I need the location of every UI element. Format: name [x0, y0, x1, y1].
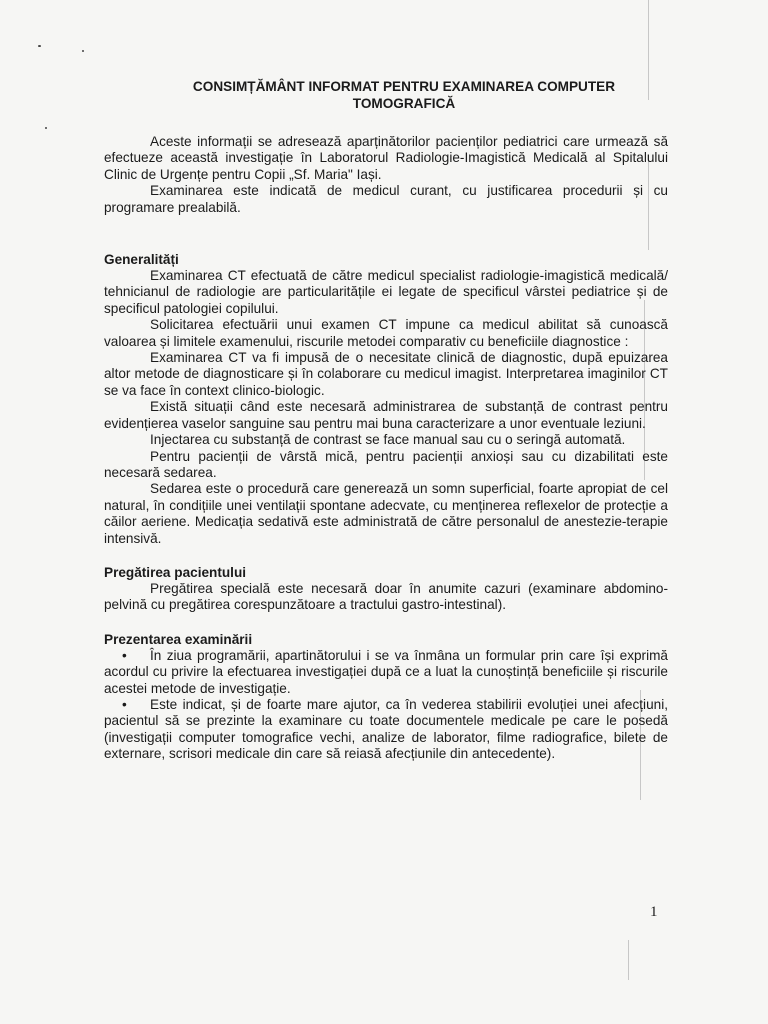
- scan-speck: [82, 50, 84, 52]
- list-item: [104, 648, 668, 697]
- page-number: 1: [650, 904, 658, 920]
- list-item-text: În ziua programării, apartinătorului i se va înmâna un formular prin care își exprimă acordul cu privire la efectuarea investigației după ce a luat la cunoștință beneficiile și riscurile acestei metode de investigație.: [104, 647, 668, 696]
- bullet-icon: •: [122, 647, 127, 663]
- section-heading-prezentarea: Prezentarea examinării: [104, 631, 253, 647]
- generalitati-paragraph: Examinarea CT efectuată de către medicul specialist radiologie-imagistică medicală/ tehnicianul de radiologie are particularitățile ei legate de specificul vârstei pediatrice și de specificul patologiei copilului.: [104, 268, 668, 316]
- section-heading-pregatirea: Pregătirea pacientului: [104, 564, 247, 580]
- generalitati-paragraph: Sedarea este o procedură care generează un somn superficial, foarte apropiat de cel natural, în condițiile unei ventilații spontane adecvate, cu menținerea reflexelor de protecție a căilor aeriene. Medicația sedativă este administrată de către personalul de anestezie-terapie intensivă.: [104, 481, 668, 546]
- list-item: [104, 697, 668, 763]
- document-title: CONSIMȚĂMÂNT INFORMAT PENTRU EXAMINAREA COMPUTER TOMOGRAFICĂ: [192, 79, 616, 111]
- pregatirea-paragraph: Pregătirea specială este necesară doar în anumite cazuri (examinare abdomino-pelvină cu pregătirea corespunzătoare a tractului gastro-intestinal).: [104, 580, 668, 613]
- generalitati-paragraph: Pentru pacienții de vârstă mică, pentru pacienții anxioși sau cu dizabilitati este necesară sedarea.: [104, 448, 668, 480]
- scan-edge-line: [628, 940, 629, 980]
- scan-speck: [38, 45, 41, 47]
- generalitati-paragraph: Solicitarea efectuării unui examen CT impune ca medicul abilitat să cunoască valoarea și limitele examenului, riscurile metodei comparativ cu beneficiile diagnostice :: [104, 317, 668, 349]
- bullet-icon: •: [122, 696, 127, 712]
- consent-document: [104, 78, 668, 763]
- section-heading-generalitati: Generalități: [104, 252, 179, 268]
- intro-paragraph: Aceste informații se adresează aparținătorilor pacienților pediatrici care urmează să efectueze această investigație în Laboratorul Radiologie-Imagistică Medicală al Spitalului Clinic de Urgențe pentru Copii „Sf. Maria" Iași.: [104, 134, 668, 182]
- generalitati-paragraph: Există situații când este necesară administrarea de substanță de contrast pentru evidențierea vaselor sanguine sau pentru mai buna caracterizare a unor eventuale leziuni.: [104, 399, 668, 431]
- list-item-text: Este indicat, și de foarte mare ajutor, ca în vederea stabilirii evoluției unei afecțiuni, pacientul să se prezinte la examinare cu toate documentele medicale pe care le posedă (investigații computer tomografice vechi, analize de laborator, filme radiografice, bilete de externare, scrisori medicale din care să reiasă afecțiunile din antecedente).: [104, 696, 668, 762]
- prezentarea-list: [104, 648, 668, 763]
- scan-speck: [45, 127, 47, 129]
- generalitati-paragraph: Injectarea cu substanță de contrast se face manual sau cu o seringă automată.: [150, 432, 626, 448]
- intro-paragraph: Examinarea este indicată de medicul curant, cu justificarea procedurii și cu programare prealabilă.: [104, 183, 668, 215]
- generalitati-paragraph: Examinarea CT va fi impusă de o necesitate clinică de diagnostic, după epuizarea altor metode de diagnosticare și în colaborare cu medicul imagist. Interpretarea imaginilor CT se va face în context clinico-biologic.: [104, 350, 668, 398]
